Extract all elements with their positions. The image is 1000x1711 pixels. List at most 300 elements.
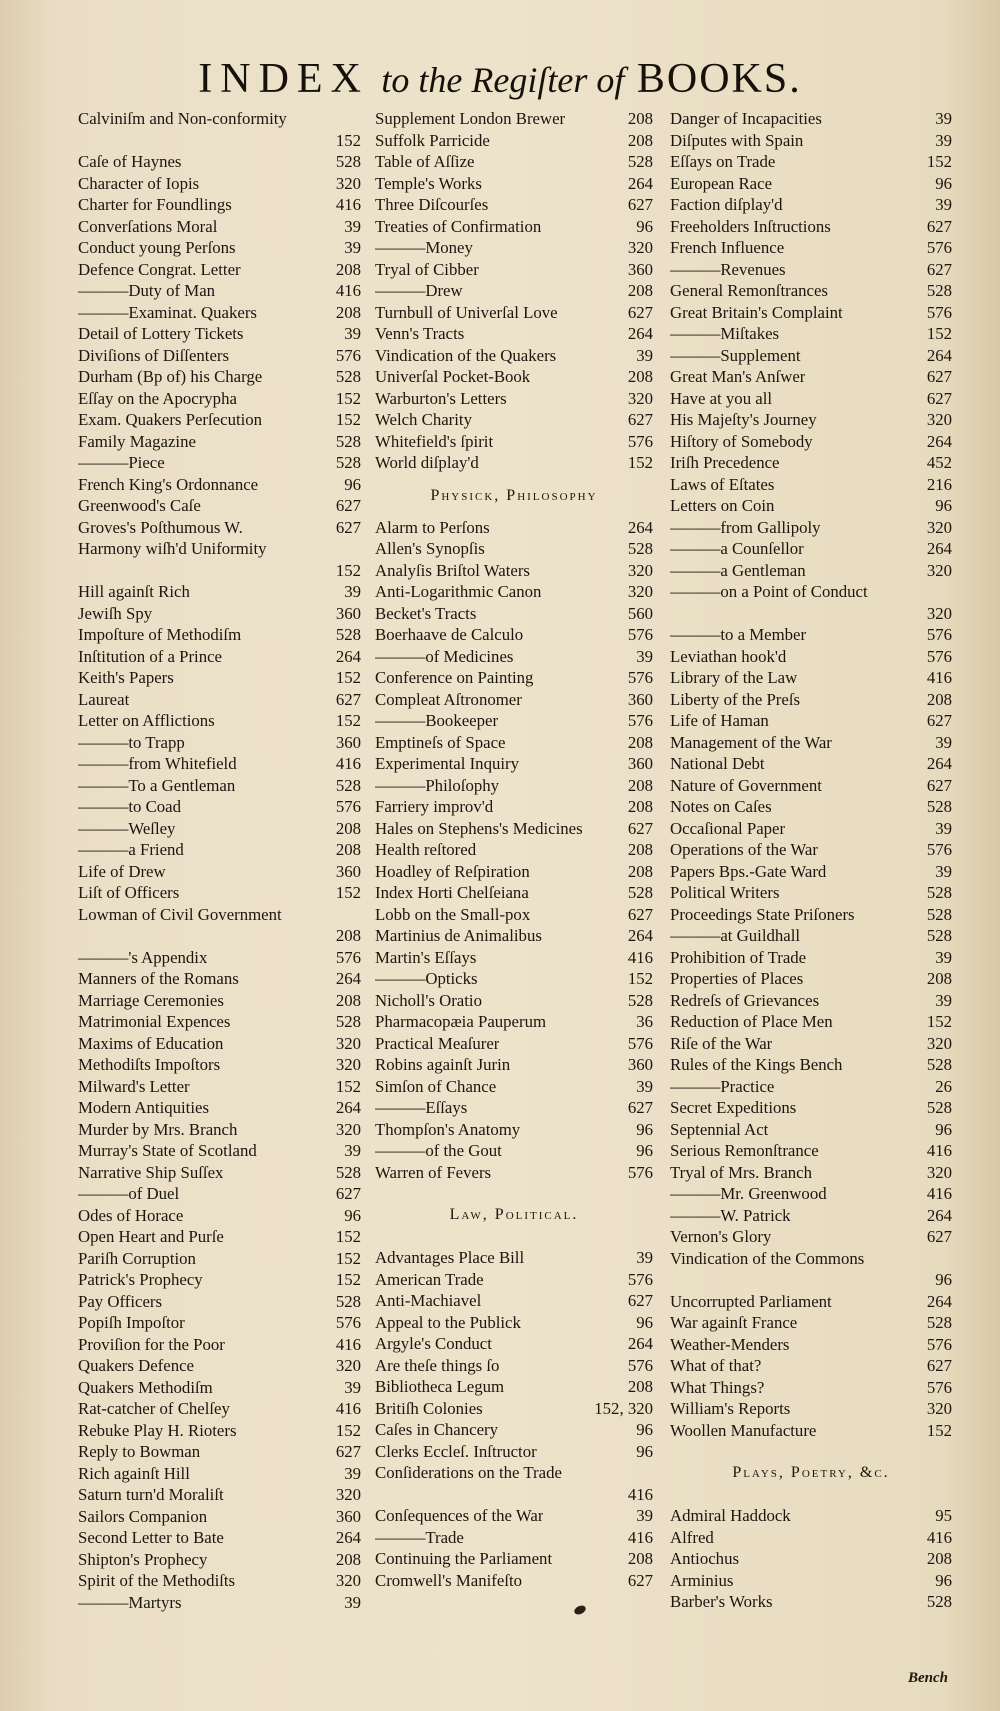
entry-page: 320 — [335, 1033, 361, 1053]
entry-title: Becket's Tracts — [375, 603, 477, 623]
entry-title: Second Letter to Bate — [78, 1528, 224, 1547]
entry-title: Experimental Inquiry — [375, 754, 519, 773]
index-entry — [78, 517, 361, 539]
entry-page: 528 — [335, 775, 361, 795]
index-entry — [78, 990, 361, 1012]
entry-page: 320 — [926, 560, 952, 580]
index-entry — [78, 474, 361, 496]
entry-title: Hoadley of Reſpiration — [375, 861, 530, 881]
entry-page: 528 — [926, 1592, 952, 1611]
entry-page: 528 — [627, 152, 653, 171]
index-entry — [375, 302, 653, 324]
entry-title: Thompſon's Anatomy — [375, 1119, 521, 1139]
entry-page: 39 — [344, 1141, 361, 1160]
entry-title: Continuing the Parliament — [375, 1549, 553, 1568]
entry-title: ———To a Gentleman — [78, 775, 236, 795]
index-entry — [375, 1548, 653, 1570]
entry-page: 416 — [335, 1399, 361, 1418]
entry-page: 528 — [335, 1162, 361, 1182]
index-entry — [670, 1355, 952, 1377]
entry-title: Advantages Place Bill — [375, 1248, 525, 1267]
index-entry — [670, 280, 952, 302]
index-entry — [375, 947, 653, 969]
index-entry — [375, 237, 653, 259]
index-entry — [670, 1527, 952, 1549]
entry-page: 360 — [627, 689, 653, 709]
entry-page: 152 — [335, 130, 361, 150]
entry-page: 627 — [926, 1227, 952, 1246]
entry-page: 152 — [335, 1420, 361, 1440]
entry-title: Diviſions of Diſſenters — [78, 345, 230, 365]
entry-title: Letter on Afflictions — [78, 711, 215, 730]
entry-title: ———of Duel — [78, 1184, 180, 1203]
entry-page: 528 — [926, 904, 952, 924]
entry-page: 416 — [627, 947, 653, 967]
entry-page: 320 — [627, 582, 653, 601]
entry-title: Index Horti Chelſeiana — [375, 883, 529, 902]
entry-page: 264 — [335, 1098, 361, 1117]
entry-title: Conduct young Perſons — [78, 238, 236, 257]
index-entry — [375, 1376, 653, 1398]
entry-page: 320 — [926, 517, 952, 537]
entry-page: 416 — [926, 1184, 952, 1203]
entry-title: General Remonſtrances — [670, 281, 828, 300]
index-entry — [670, 517, 952, 539]
entry-page: 528 — [335, 367, 361, 386]
entry-title: World diſplay'd — [375, 453, 479, 472]
title-middle: to the Regiſter of — [381, 60, 625, 100]
index-entry — [375, 517, 653, 539]
index-entry — [670, 1548, 952, 1570]
index-entry — [375, 667, 653, 689]
entry-title: ———Supplement — [670, 345, 801, 365]
entry-page: 627 — [627, 410, 653, 429]
index-entry — [375, 1527, 653, 1549]
index-entry — [78, 1484, 361, 1506]
index-entry — [78, 280, 361, 302]
entry-title: Management of the War — [670, 732, 832, 752]
index-entry — [375, 603, 653, 625]
entry-title: Life of Drew — [78, 861, 166, 881]
index-entry — [78, 431, 361, 453]
entry-page: 152 — [335, 1248, 361, 1268]
index-entry — [78, 1506, 361, 1528]
entry-page: 576 — [335, 1313, 361, 1332]
entry-page: 576 — [627, 1355, 653, 1375]
entry-page: 416 — [926, 1527, 952, 1547]
index-entry — [670, 302, 952, 324]
index-entry — [78, 1291, 361, 1313]
index-entry — [375, 882, 653, 904]
entry-page: 576 — [627, 625, 653, 644]
entry-page: 216 — [926, 474, 952, 494]
entry-title: Univerſal Pocket-Book — [375, 367, 531, 386]
entry-title: Health reſtored — [375, 840, 477, 859]
index-entry — [78, 1312, 361, 1334]
index-entry — [78, 710, 361, 732]
entry-page: 208 — [335, 1549, 361, 1569]
index-entry — [670, 495, 952, 517]
entry-title: Keith's Papers — [78, 668, 174, 687]
entry-page: 152 — [926, 152, 952, 171]
entry-page: 264 — [926, 431, 952, 451]
entry-title: ———Martyrs — [78, 1592, 182, 1612]
index-entry — [78, 237, 361, 259]
index-entry — [375, 1355, 653, 1377]
entry-title: Freeholders Inſtructions — [670, 216, 831, 236]
entry-page: 627 — [926, 259, 952, 279]
index-entry — [375, 1462, 653, 1505]
entry-title: Shipton's Prophecy — [78, 1549, 208, 1569]
entry-title: Weather-Menders — [670, 1334, 790, 1354]
entry-title: War againſt France — [670, 1313, 798, 1332]
entry-page: 360 — [335, 1506, 361, 1526]
entry-title: Family Magazine — [78, 431, 196, 451]
entry-page: 320 — [335, 1571, 361, 1590]
entry-page: 39 — [344, 1377, 361, 1397]
catchword: Bench — [907, 1670, 948, 1686]
entry-page: 416 — [627, 1527, 653, 1547]
index-entry — [375, 1419, 653, 1441]
index-entry — [670, 130, 952, 152]
entry-title: Exam. Quakers Perſecution — [78, 410, 263, 429]
entry-title: Inſtitution of a Prince — [78, 646, 223, 666]
entry-page: 627 — [627, 1291, 653, 1310]
entry-title: Matrimonial Expences — [78, 1012, 231, 1031]
entry-title: Odes of Horace — [78, 1205, 184, 1225]
index-entry — [78, 624, 361, 646]
entry-title: ———W. Patrick — [670, 1205, 791, 1225]
entry-page: 576 — [335, 345, 361, 365]
entry-page: 576 — [926, 646, 952, 666]
index-column-3 — [670, 108, 952, 1613]
entry-page: 528 — [926, 1055, 952, 1074]
entry-page: 96 — [935, 1119, 952, 1139]
entry-page: 96 — [935, 1570, 952, 1590]
entry-title: Nicholl's Oratio — [375, 990, 482, 1010]
entry-page: 152 — [335, 388, 361, 408]
entry-title: Caſes in Chancery — [375, 1420, 499, 1439]
entry-page: 576 — [926, 625, 952, 644]
entry-page: 208 — [335, 840, 361, 859]
entry-page: 96 — [636, 1141, 653, 1160]
entry-page: 627 — [627, 195, 653, 214]
entry-title: ———Practice — [670, 1076, 775, 1096]
entry-title: Eſſay on the Apocrypha — [78, 388, 237, 408]
entry-title: Patrick's Prophecy — [78, 1270, 203, 1289]
entry-title: Impoſture of Methodiſm — [78, 625, 242, 644]
entry-title: Political Writers — [670, 883, 780, 902]
entry-page: 627 — [335, 689, 361, 709]
entry-page: 320 — [335, 173, 361, 193]
index-entry — [375, 1312, 653, 1334]
entry-page: 152, 320 — [594, 1398, 653, 1418]
entry-title: Riſe of the War — [670, 1033, 773, 1053]
index-entry — [78, 1549, 361, 1571]
entry-page: 627 — [627, 1570, 653, 1590]
index-entry — [78, 1527, 361, 1549]
entry-title: Septennial Act — [670, 1119, 769, 1139]
index-entry — [670, 1076, 952, 1098]
entry-page: 39 — [636, 1506, 653, 1525]
index-entry — [670, 796, 952, 818]
index-entry — [78, 108, 361, 151]
index-entry — [78, 1570, 361, 1592]
entry-title: French King's Ordonnance — [78, 474, 259, 494]
index-entry — [375, 538, 653, 560]
entry-page: 264 — [335, 646, 361, 666]
entry-page: 576 — [627, 1162, 653, 1182]
index-entry — [670, 216, 952, 238]
ink-blot — [573, 1604, 587, 1616]
index-entry — [670, 1248, 952, 1291]
entry-title: Proceedings State Priſoners — [670, 904, 855, 924]
entry-title: Lowman of Civil Government — [78, 904, 282, 924]
index-entry — [670, 388, 952, 410]
entry-page: 264 — [335, 1528, 361, 1547]
index-entry — [670, 1398, 952, 1420]
entry-page: 39 — [636, 1076, 653, 1096]
entry-title: Diſputes with Spain — [670, 130, 804, 150]
index-entry — [375, 431, 653, 453]
entry-page: 39 — [935, 818, 952, 838]
entry-page: 208 — [335, 990, 361, 1010]
entry-title: Caſe of Haynes — [78, 152, 182, 171]
entry-title: Occaſional Paper — [670, 818, 786, 838]
entry-page: 152 — [335, 668, 361, 687]
entry-title: Alarm to Perſons — [375, 517, 490, 537]
entry-title: Great Man's Anſwer — [670, 367, 806, 386]
index-entry — [375, 689, 653, 711]
index-entry — [78, 259, 361, 281]
index-entry — [375, 345, 653, 367]
index-entry — [670, 1291, 952, 1313]
entry-page: 416 — [335, 195, 361, 214]
index-entry — [375, 560, 653, 582]
entry-title: Reply to Bowman — [78, 1442, 201, 1461]
index-entry — [78, 1269, 361, 1291]
entry-title: Eſſays on Trade — [670, 152, 776, 171]
entry-page: 528 — [627, 990, 653, 1010]
entry-title: ———from Whitefield — [78, 754, 237, 773]
index-entry — [670, 431, 952, 453]
entry-page: 528 — [926, 883, 952, 902]
entry-title: Charter for Foundlings — [78, 195, 232, 214]
entry-page: 96 — [636, 1441, 653, 1461]
entry-page: 360 — [335, 732, 361, 752]
entry-page: 416 — [627, 1484, 653, 1504]
entry-page: 152 — [335, 1270, 361, 1289]
entry-page: 208 — [627, 797, 653, 816]
entry-page: 264 — [926, 539, 952, 558]
index-entry — [670, 646, 952, 668]
entry-title: Life of Haman — [670, 711, 769, 730]
entry-title: Britiſh Colonies — [375, 1398, 483, 1418]
entry-page: 576 — [627, 711, 653, 730]
entry-page: 576 — [627, 1269, 653, 1289]
index-entry — [375, 753, 653, 775]
index-entry — [375, 151, 653, 173]
entry-title: Murder by Mrs. Branch — [78, 1119, 238, 1139]
index-entry — [670, 1205, 952, 1227]
index-entry — [670, 538, 952, 560]
entry-page: 39 — [935, 861, 952, 881]
entry-title: Nature of Government — [670, 775, 822, 795]
entry-title: ———Mr. Greenwood — [670, 1184, 827, 1203]
entry-title: Milward's Letter — [78, 1076, 190, 1096]
index-entry — [78, 753, 361, 775]
entry-page: 627 — [926, 775, 952, 795]
index-entry — [375, 861, 653, 883]
index-entry — [375, 1570, 653, 1592]
index-entry — [375, 216, 653, 238]
entry-page: 360 — [627, 1055, 653, 1074]
entry-title: ———Miſtakes — [670, 324, 780, 343]
index-entry — [78, 1377, 361, 1399]
index-entry — [78, 495, 361, 517]
index-entry — [78, 689, 361, 711]
entry-title: Rules of the Kings Bench — [670, 1055, 843, 1074]
entry-page: 39 — [935, 109, 952, 128]
entry-page: 416 — [335, 281, 361, 300]
index-entry — [375, 108, 653, 130]
entry-title: Suffolk Parricide — [375, 130, 490, 150]
entry-page: 528 — [335, 152, 361, 171]
entry-title: Character of Iopis — [78, 173, 200, 193]
index-entry — [670, 1334, 952, 1356]
index-entry — [78, 1592, 361, 1614]
index-entry — [670, 366, 952, 388]
entry-title: ———to Trapp — [78, 732, 185, 752]
entry-page: 39 — [344, 324, 361, 343]
index-entry — [670, 409, 952, 431]
entry-page: 528 — [335, 1291, 361, 1311]
page-title — [0, 55, 1000, 103]
entry-title: ———Drew — [375, 281, 463, 300]
entry-page: 528 — [926, 926, 952, 945]
index-entry — [670, 259, 952, 281]
entry-page: 320 — [335, 1119, 361, 1139]
index-entry — [78, 1420, 361, 1442]
entry-page: 96 — [935, 173, 952, 193]
entry-title: Admiral Haddock — [670, 1506, 791, 1525]
entry-title: Lobb on the Small-pox — [375, 904, 531, 924]
index-entry — [670, 1591, 952, 1613]
entry-page: 360 — [335, 603, 361, 623]
index-entry — [375, 1247, 653, 1269]
entry-page: 96 — [636, 1119, 653, 1139]
index-entry — [375, 1505, 653, 1527]
index-entry — [670, 710, 952, 732]
index-entry — [375, 280, 653, 302]
entry-page: 208 — [627, 1377, 653, 1396]
entry-title: European Race — [670, 173, 773, 193]
index-entry — [375, 624, 653, 646]
entry-page: 152 — [335, 711, 361, 730]
entry-page: 208 — [926, 1549, 952, 1568]
entry-page: 320 — [926, 1399, 952, 1418]
entry-title: Have at you all — [670, 388, 773, 408]
entry-title: Laureat — [78, 689, 130, 709]
index-entry — [375, 1333, 653, 1355]
entry-page: 208 — [627, 840, 653, 859]
entry-page: 627 — [926, 388, 952, 408]
entry-page: 416 — [335, 1334, 361, 1354]
index-entry — [670, 151, 952, 173]
index-entry — [375, 710, 653, 732]
index-entry — [670, 1054, 952, 1076]
entry-title: Simſon of Chance — [375, 1076, 497, 1096]
index-entry — [375, 581, 653, 603]
entry-page: 39 — [344, 238, 361, 257]
entry-title: Leviathan hook'd — [670, 646, 787, 666]
entry-title: Emptineſs of Space — [375, 732, 506, 752]
index-entry — [375, 1076, 653, 1098]
entry-page: 627 — [627, 1098, 653, 1117]
entry-title: Properties of Places — [670, 969, 804, 988]
entry-page: 320 — [926, 410, 952, 429]
entry-title: ———Weſley — [78, 818, 176, 838]
entry-title: Proviſion for the Poor — [78, 1334, 225, 1354]
index-entry — [375, 839, 653, 861]
entry-title: Venn's Tracts — [375, 324, 465, 343]
entry-page: 528 — [335, 453, 361, 472]
entry-page: 39 — [935, 130, 952, 150]
entry-title: Quakers Methodiſm — [78, 1377, 213, 1397]
entry-page: 39 — [344, 1463, 361, 1483]
entry-title: Tryal of Mrs. Branch — [670, 1162, 813, 1182]
entry-title: Martin's Eſſays — [375, 947, 477, 967]
entry-title: Farriery improv'd — [375, 797, 494, 816]
entry-title: ———a Gentleman — [670, 560, 806, 580]
entry-title: Redreſs of Grievances — [670, 990, 820, 1010]
entry-page: 360 — [627, 754, 653, 773]
entry-title: Saturn turn'd Moraliſt — [78, 1485, 224, 1504]
entry-page: 208 — [627, 109, 653, 128]
entry-page: 96 — [636, 216, 653, 236]
entry-title: Durham (Bp of) his Charge — [78, 367, 263, 386]
index-entry — [78, 1076, 361, 1098]
index-entry — [670, 1377, 952, 1399]
entry-title: Narrative Ship Suſſex — [78, 1162, 224, 1182]
entry-title: Laws of Eſtates — [670, 474, 775, 494]
entry-title: ———Philoſophy — [375, 775, 500, 795]
entry-page: 39 — [935, 947, 952, 967]
index-entry — [375, 1033, 653, 1055]
entry-title: Conſequences of the War — [375, 1506, 544, 1525]
entry-title: Table of Aſſize — [375, 152, 475, 171]
entry-title: Martinius de Animalibus — [375, 926, 542, 945]
entry-title: Popiſh Impoſtor — [78, 1313, 185, 1332]
entry-title: Antiochus — [670, 1549, 739, 1568]
entry-title: Converſations Moral — [78, 216, 218, 236]
entry-title: Murray's State of Scotland — [78, 1141, 257, 1160]
entry-title: ———Eſſays — [375, 1098, 468, 1117]
entry-title: Great Britain's Complaint — [670, 302, 843, 322]
entry-title: Operations of the War — [670, 840, 818, 859]
entry-title: ———on a Point of Conduct — [670, 582, 868, 601]
entry-page: 528 — [335, 1012, 361, 1031]
index-entry — [375, 409, 653, 431]
entry-page: 152 — [926, 1420, 952, 1440]
entry-page: 320 — [926, 603, 952, 623]
index-entry — [375, 1162, 653, 1184]
entry-title: Pay Officers — [78, 1291, 163, 1311]
entry-title: Hill againſt Rich — [78, 582, 190, 601]
entry-title: Pariſh Corruption — [78, 1248, 196, 1268]
entry-page: 264 — [627, 173, 653, 193]
index-entry — [78, 1183, 361, 1205]
